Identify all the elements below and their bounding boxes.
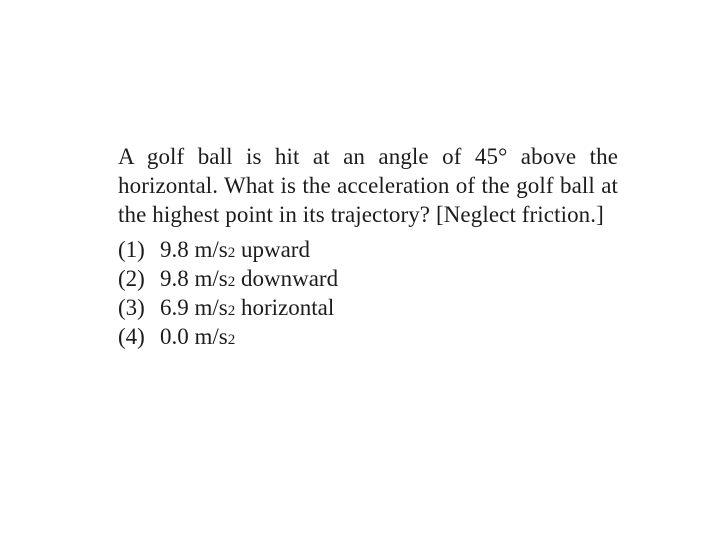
choice-number: (4)	[118, 324, 145, 349]
choice-direction: horizontal	[235, 295, 335, 320]
answer-choice-3: (3) 6.9 m/s 2 horizontal	[118, 295, 335, 320]
answer-choice-2: (2) 9.8 m/s 2 downward	[118, 266, 339, 291]
answer-choice-4: (4) 0.0 m/s 2	[118, 324, 236, 349]
choice-value: 9.8 m/s	[160, 266, 228, 291]
choice-number: (1)	[118, 237, 145, 262]
choice-direction: downward	[235, 266, 339, 291]
answer-choices	[118, 235, 618, 351]
question-text: A golf ball is hit at an angle of 45° above the horizontal. What is the acceleration of the golf ball at the highest point in its trajectory? [Neglect friction.]	[118, 144, 618, 227]
choice-value: 0.0 m/s	[160, 324, 228, 349]
answer-choice-1: (1) 9.8 m/s 2 upward	[118, 237, 310, 262]
choice-number: (3)	[118, 295, 145, 320]
choice-direction: upward	[235, 237, 310, 262]
choice-number: (2)	[118, 266, 145, 291]
choice-value: 9.8 m/s	[160, 237, 228, 262]
choice-value: 6.9 m/s	[160, 295, 228, 320]
question-block	[118, 142, 618, 351]
